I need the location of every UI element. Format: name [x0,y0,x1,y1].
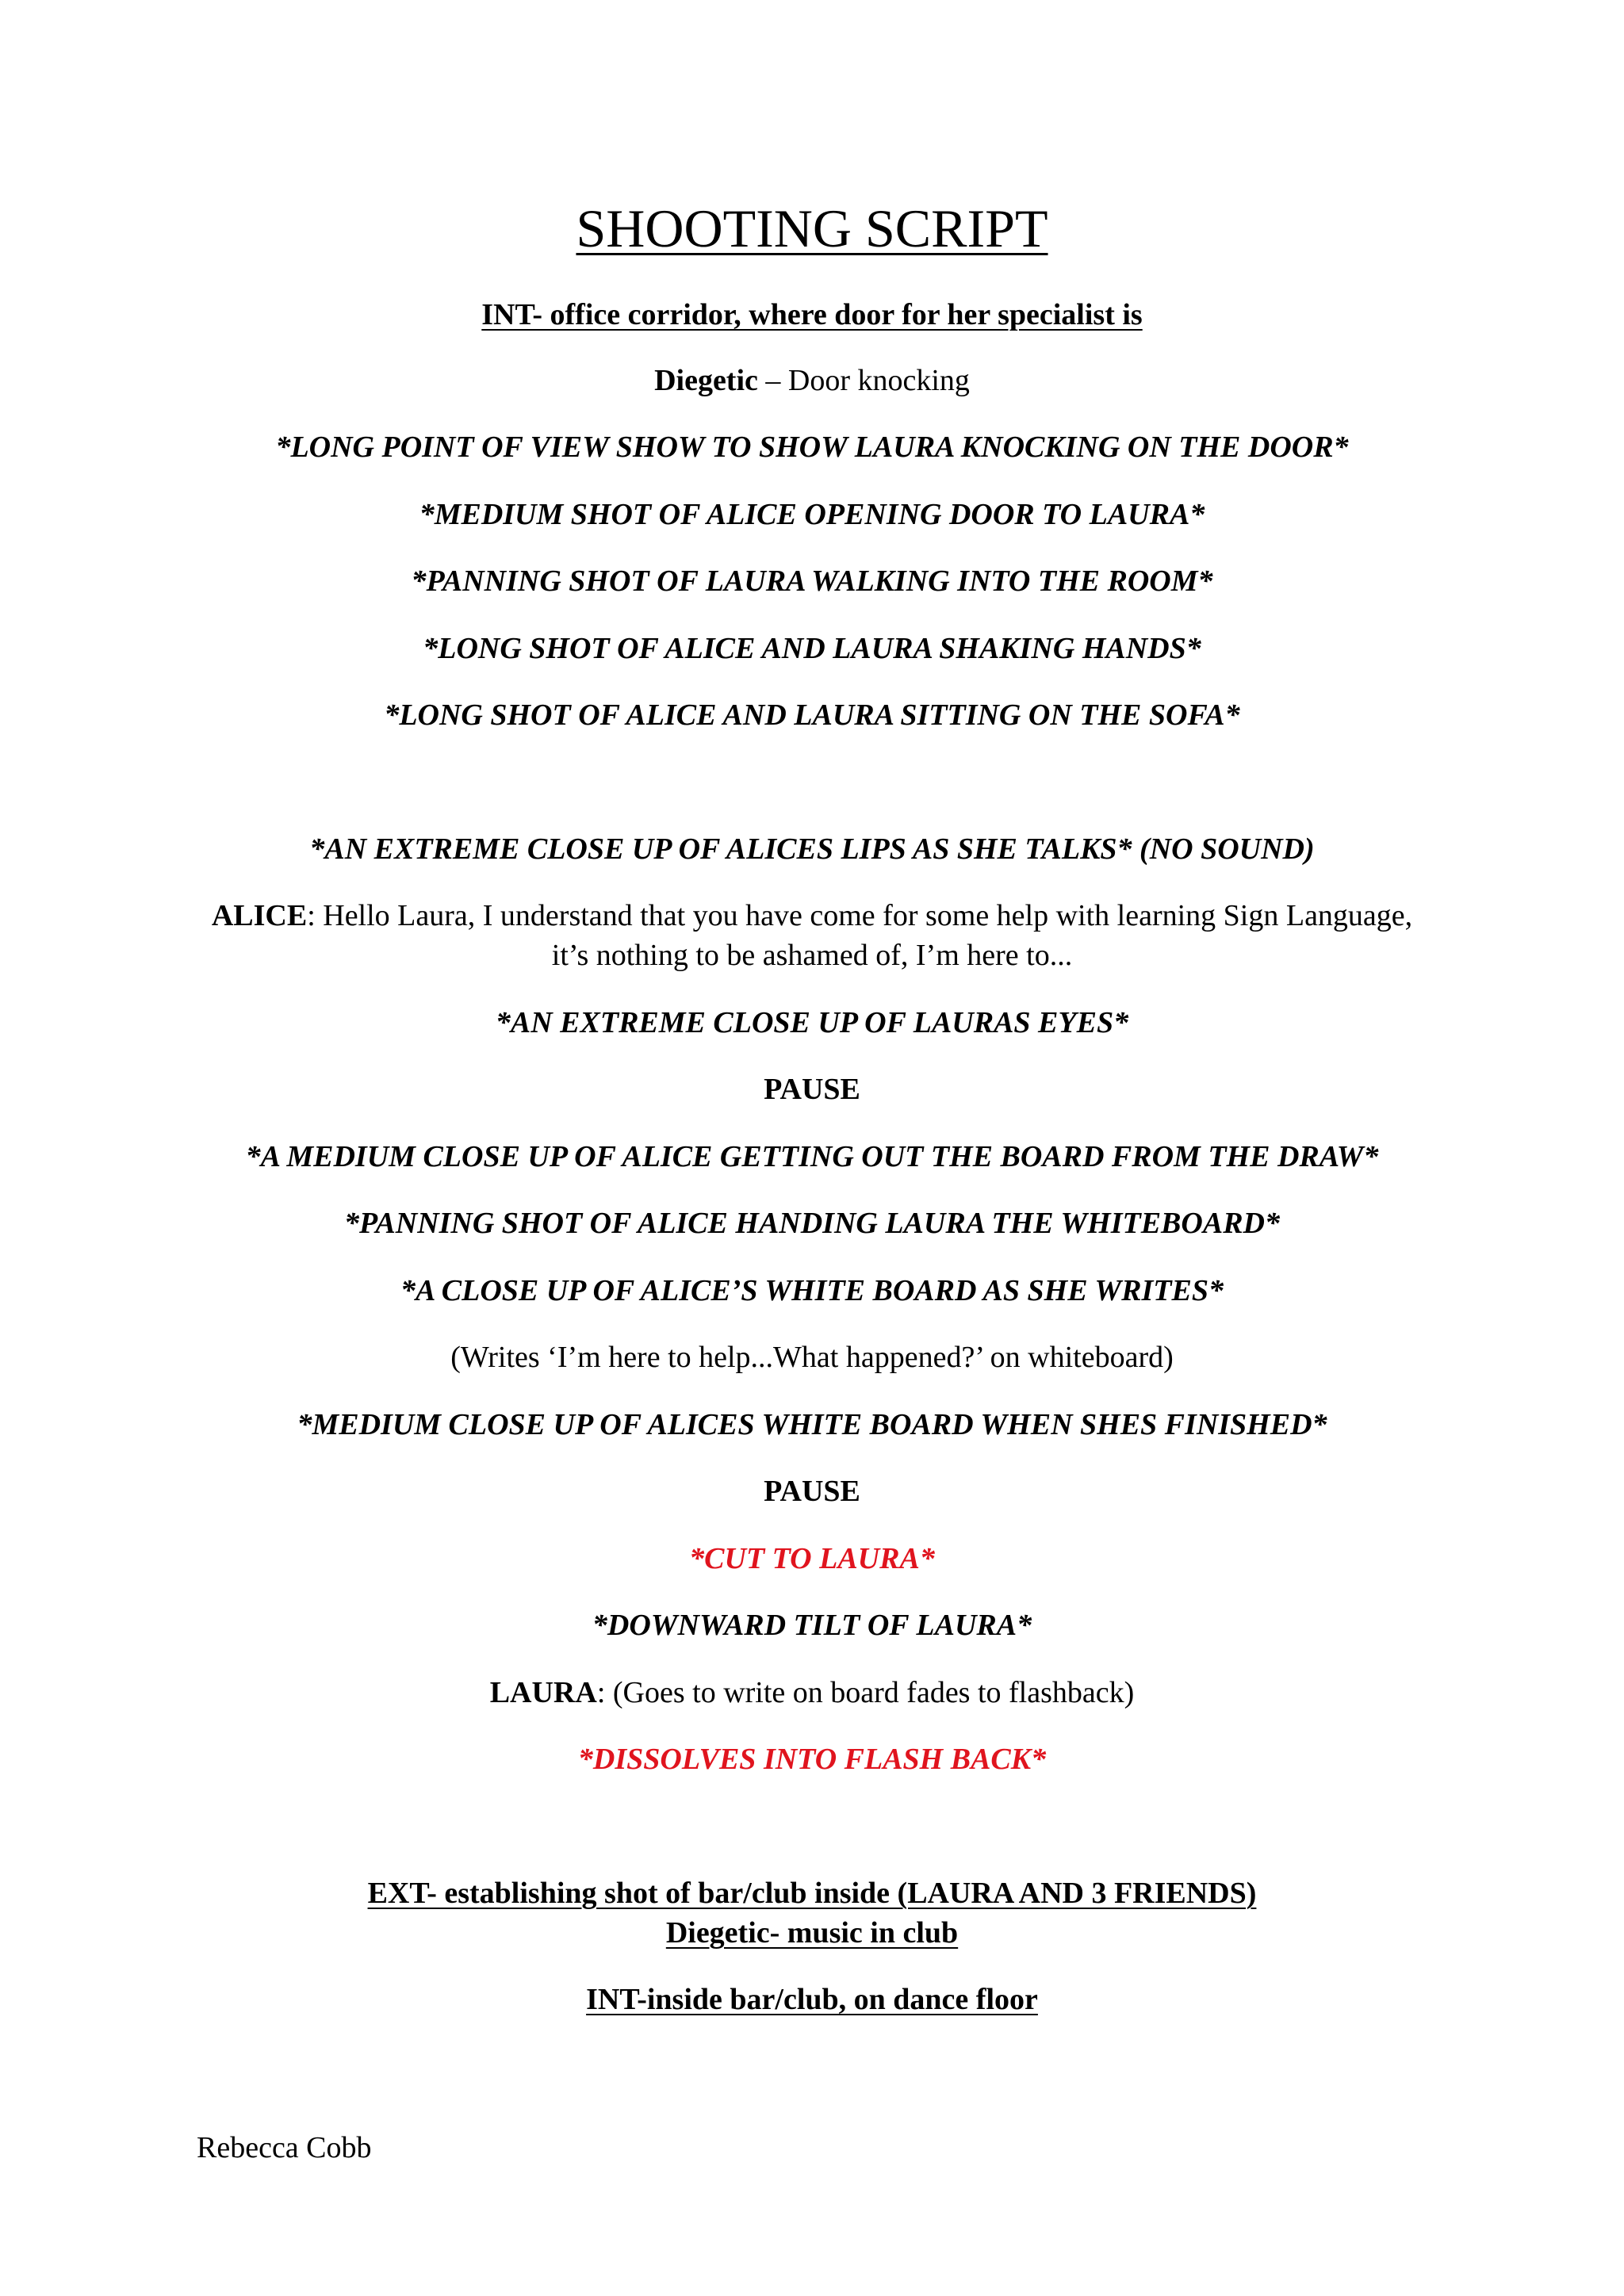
shot-direction-tilt: *DOWNWARD TILT OF LAURA* [592,1609,1032,1642]
dialogue-alice-continued: it’s nothing to be ashamed of, I’m here to... [551,939,1073,972]
scene-heading-int-office: INT- office corridor, where door for her specialist is [481,298,1143,331]
sound-text: – Door knocking [757,364,970,397]
page-title: SHOOTING SCRIPT [576,198,1048,258]
pause-direction: PAUSE [764,1073,860,1106]
footer-author: Rebecca Cobb [197,2131,372,2164]
shot-direction-finished: *MEDIUM CLOSE UP OF ALICES WHITE BOARD WHEN SHES FINISHED* [297,1408,1327,1441]
pause-direction: PAUSE [764,1475,860,1508]
sound-heading-club: Diegetic- music in club [665,1916,959,1950]
dialogue-text: : Hello Laura, I understand that you have come for some help with learning Sign Language, [307,899,1413,932]
sound-label: Diegetic [654,364,758,397]
shot-direction: *PANNING SHOT OF ALICE HANDING LAURA THE WHITEBOARD* [344,1207,1280,1240]
action-direction-writes: (Writes ‘I’m here to help...What happened?’ on whiteboard) [450,1341,1174,1374]
shot-direction: *A CLOSE UP OF ALICE’S WHITE BOARD AS SHE WRITES* [400,1274,1224,1307]
shot-direction: *PANNING SHOT OF LAURA WALKING INTO THE ROOM* [411,564,1213,598]
scene-heading-int-club: INT-inside bar/club, on dance floor [586,1983,1038,2016]
shot-direction-lips: *AN EXTREME CLOSE UP OF ALICES LIPS AS SHE TALKS* (NO SOUND) [309,832,1315,866]
scene-heading-ext-club: EXT- establishing shot of bar/club inside (LAURA AND 3 FRIENDS) [367,1877,1257,1910]
shot-direction: *LONG SHOT OF ALICE AND LAURA SITTING ON THE SOFA* [384,698,1240,732]
character-name-alice: ALICE [211,899,308,932]
shot-direction-eyes: *AN EXTREME CLOSE UP OF LAURAS EYES* [495,1006,1129,1039]
transition-dissolve: *DISSOLVES INTO FLASH BACK* [577,1743,1047,1776]
shot-direction: *A MEDIUM CLOSE UP OF ALICE GETTING OUT THE BOARD FROM THE DRAW* [245,1140,1379,1173]
shot-direction: *MEDIUM SHOT OF ALICE OPENING DOOR TO LAURA* [419,498,1205,531]
shot-direction: *LONG SHOT OF ALICE AND LAURA SHAKING HANDS* [423,632,1201,665]
sound-direction [0,361,1624,400]
dialogue-alice [0,896,1624,936]
dialogue-laura [0,1673,1624,1712]
transition-cut-to-laura: *CUT TO LAURA* [689,1542,935,1575]
dialogue-text: : (Goes to write on board fades to flashback) [596,1676,1135,1709]
shot-direction: *LONG POINT OF VIEW SHOW TO SHOW LAURA KNOCKING ON THE DOOR* [275,430,1349,464]
character-name-laura: LAURA [489,1676,597,1709]
